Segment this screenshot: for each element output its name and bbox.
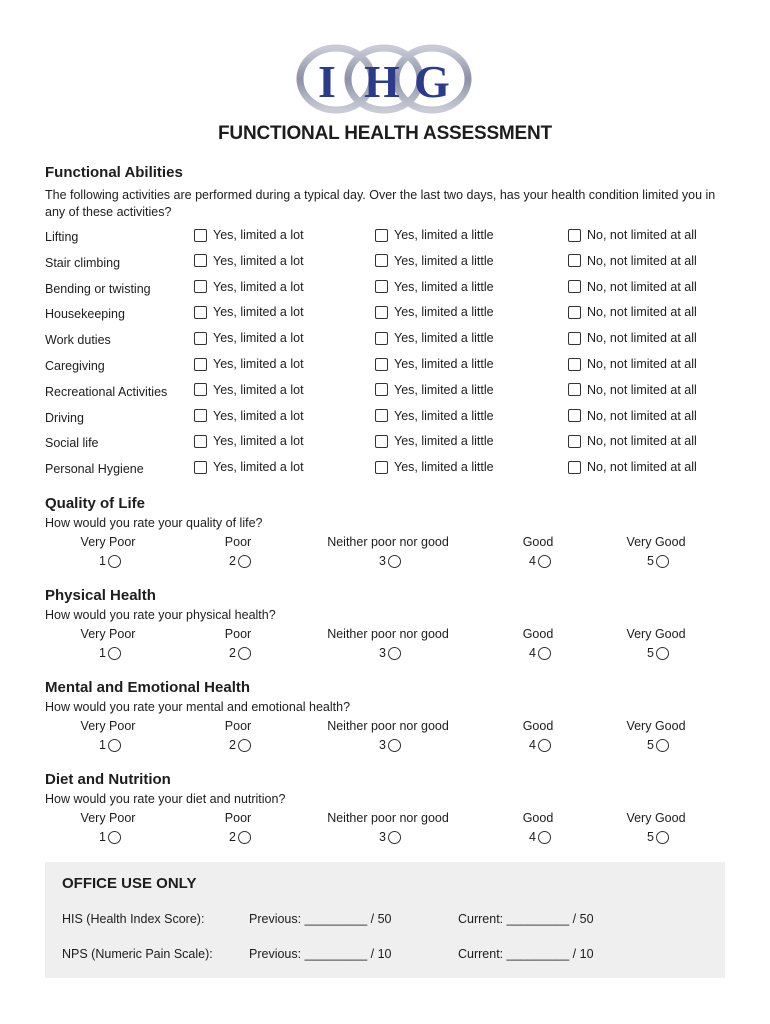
option-label: Yes, limited a little xyxy=(394,434,494,449)
rating-number: 1 xyxy=(99,830,106,844)
rating-option[interactable] xyxy=(99,738,121,752)
option-limited-a-lot[interactable] xyxy=(194,305,304,319)
option-label: Yes, limited a little xyxy=(394,331,494,346)
rating-option[interactable] xyxy=(647,738,669,752)
checkbox[interactable] xyxy=(375,461,388,474)
rating-section-heading: Mental and Emotional Health xyxy=(45,679,251,696)
checkbox[interactable] xyxy=(194,358,207,371)
rating-number: 5 xyxy=(647,738,654,752)
radio-circle[interactable] xyxy=(388,555,401,568)
rating-option[interactable] xyxy=(99,830,121,844)
option-limited-a-lot[interactable] xyxy=(194,434,304,448)
rating-option[interactable] xyxy=(379,738,401,752)
option-limited-a-little[interactable] xyxy=(375,409,494,423)
radio-circle[interactable] xyxy=(238,739,251,752)
rating-number: 2 xyxy=(229,738,236,752)
checkbox[interactable] xyxy=(194,280,207,293)
rating-number: 2 xyxy=(229,554,236,568)
option-not-limited[interactable] xyxy=(568,409,697,423)
rating-option[interactable] xyxy=(99,554,121,568)
radio-circle[interactable] xyxy=(108,831,121,844)
activity-row xyxy=(45,254,725,274)
option-label: Yes, limited a lot xyxy=(213,331,304,346)
functional-abilities-intro: The following activities are performed during a typical day. Over the last two days, has your health condition limited you in any of these activities? xyxy=(45,188,716,219)
checkbox[interactable] xyxy=(194,409,207,422)
his-label: HIS (Health Index Score): xyxy=(62,912,205,926)
activity-row xyxy=(45,280,725,300)
option-label: No, not limited at all xyxy=(587,434,697,449)
rating-number: 1 xyxy=(99,646,106,660)
his-previous-field[interactable]: Previous: _________ / 50 xyxy=(249,912,392,926)
nps-previous-field[interactable]: Previous: _________ / 10 xyxy=(249,947,392,961)
option-not-limited[interactable] xyxy=(568,305,697,319)
option-not-limited[interactable] xyxy=(568,280,697,294)
option-label: Yes, limited a lot xyxy=(213,253,304,268)
option-label: Yes, limited a lot xyxy=(213,357,304,371)
option-label: Yes, limited a lot xyxy=(213,460,304,475)
rating-number: 1 xyxy=(99,554,106,568)
rating-prompt: How would you rate your diet and nutrition? xyxy=(45,792,286,806)
option-label: Yes, limited a little xyxy=(394,460,494,475)
option-not-limited[interactable] xyxy=(568,228,697,242)
option-label: Yes, limited a little xyxy=(394,253,494,268)
nps-current-field[interactable]: Current: _________ / 10 xyxy=(458,947,594,961)
activity-row xyxy=(45,383,725,403)
option-label: No, not limited at all xyxy=(587,357,697,371)
checkbox[interactable] xyxy=(568,435,581,448)
option-not-limited[interactable] xyxy=(568,434,697,448)
rating-prompt: How would you rate your quality of life? xyxy=(45,516,263,530)
radio-circle[interactable] xyxy=(238,647,251,660)
scale-label: Poor xyxy=(224,627,252,641)
radio-circle[interactable] xyxy=(388,647,401,660)
rating-option[interactable] xyxy=(229,554,251,568)
option-not-limited[interactable] xyxy=(568,383,697,397)
checkbox[interactable] xyxy=(194,461,207,474)
rating-number: 5 xyxy=(647,646,654,660)
rating-number: 1 xyxy=(99,738,106,752)
radio-circle[interactable] xyxy=(538,831,551,844)
radio-circle[interactable] xyxy=(238,831,251,844)
rating-option[interactable] xyxy=(379,554,401,568)
rating-section-heading: Quality of Life xyxy=(45,495,146,512)
scale-label: Neither poor nor good xyxy=(327,535,449,549)
scale-label: Neither poor nor good xyxy=(327,627,449,641)
radio-circle[interactable] xyxy=(538,555,551,568)
scale-label: Very Good xyxy=(626,535,686,549)
option-label: Yes, limited a lot xyxy=(213,434,304,449)
option-label: No, not limited at all xyxy=(587,460,697,475)
checkbox[interactable] xyxy=(194,229,207,242)
option-limited-a-little[interactable] xyxy=(375,383,494,397)
option-label: Yes, limited a lot xyxy=(213,408,304,423)
office-use-panel xyxy=(45,862,725,978)
rating-option[interactable] xyxy=(529,646,551,660)
option-limited-a-little[interactable] xyxy=(375,357,494,371)
radio-circle[interactable] xyxy=(108,647,121,660)
scale-label: Very Good xyxy=(626,627,686,641)
radio-circle[interactable] xyxy=(108,555,121,568)
activity-label: Recreational Activities xyxy=(45,384,168,399)
option-not-limited[interactable] xyxy=(568,331,697,345)
rating-number: 3 xyxy=(379,738,386,752)
activity-row xyxy=(45,409,725,429)
scale-label: Poor xyxy=(224,719,252,733)
scale-label: Very Poor xyxy=(80,719,136,733)
radio-circle[interactable] xyxy=(388,831,401,844)
option-label: No, not limited at all xyxy=(587,382,697,397)
option-limited-a-little[interactable] xyxy=(375,434,494,448)
rating-option[interactable] xyxy=(229,646,251,660)
rating-option[interactable] xyxy=(529,554,551,568)
radio-circle[interactable] xyxy=(108,739,121,752)
scale-label: Very Poor xyxy=(80,811,136,825)
option-limited-a-lot[interactable] xyxy=(194,280,304,294)
rating-option[interactable] xyxy=(529,830,551,844)
scale-label: Very Good xyxy=(626,811,686,825)
radio-circle[interactable] xyxy=(538,739,551,752)
option-label: No, not limited at all xyxy=(587,408,697,423)
option-label: Yes, limited a little xyxy=(394,357,494,371)
activity-label: Work duties xyxy=(45,333,111,348)
scale-label: Poor xyxy=(224,535,252,549)
option-limited-a-lot[interactable] xyxy=(194,460,304,474)
checkbox[interactable] xyxy=(568,280,581,293)
option-label: No, not limited at all xyxy=(587,253,697,268)
checkbox[interactable] xyxy=(375,358,388,371)
page-title: FUNCTIONAL HEALTH ASSESSMENT xyxy=(218,123,552,144)
option-label: No, not limited at all xyxy=(587,305,697,320)
rating-section-heading: Diet and Nutrition xyxy=(45,771,171,788)
activity-row xyxy=(45,331,725,351)
option-label: Yes, limited a lot xyxy=(213,382,304,397)
option-label: Yes, limited a little xyxy=(394,408,494,423)
activity-label: Caregiving xyxy=(45,359,105,373)
rating-number: 2 xyxy=(229,830,236,844)
scale-label: Good xyxy=(522,811,554,825)
option-limited-a-lot[interactable] xyxy=(194,357,304,371)
checkbox[interactable] xyxy=(194,306,207,319)
checkbox[interactable] xyxy=(194,383,207,396)
option-label: Yes, limited a lot xyxy=(213,279,304,294)
rating-option[interactable] xyxy=(529,738,551,752)
option-limited-a-lot[interactable] xyxy=(194,228,304,242)
rating-section-heading: Physical Health xyxy=(45,587,156,604)
ihg-logo xyxy=(296,42,472,116)
option-not-limited[interactable] xyxy=(568,357,697,371)
option-label: Yes, limited a little xyxy=(394,382,494,397)
rating-number: 3 xyxy=(379,554,386,568)
option-label: Yes, limited a lot xyxy=(213,228,304,242)
checkbox[interactable] xyxy=(568,254,581,267)
scale-label: Good xyxy=(522,719,554,733)
office-use-title: OFFICE USE ONLY xyxy=(62,875,197,892)
rating-number: 2 xyxy=(229,646,236,660)
rating-number: 5 xyxy=(647,830,654,844)
activity-row xyxy=(45,228,725,248)
activity-row xyxy=(45,460,725,480)
activity-label: Social life xyxy=(45,436,99,451)
scale-label: Poor xyxy=(224,811,252,825)
checkbox[interactable] xyxy=(375,383,388,396)
radio-circle[interactable] xyxy=(656,555,669,568)
option-label: No, not limited at all xyxy=(587,279,697,294)
rating-number: 4 xyxy=(529,738,536,752)
activity-label: Personal Hygiene xyxy=(45,462,144,477)
checkbox[interactable] xyxy=(568,409,581,422)
logo-letter-h: H xyxy=(364,56,400,107)
logo-letter-g: G xyxy=(414,56,450,107)
radio-circle[interactable] xyxy=(656,831,669,844)
rating-number: 5 xyxy=(647,554,654,568)
radio-circle[interactable] xyxy=(656,647,669,660)
rating-number: 4 xyxy=(529,554,536,568)
option-limited-a-little[interactable] xyxy=(375,305,494,319)
activity-label: Housekeeping xyxy=(45,307,125,322)
rating-option[interactable] xyxy=(379,646,401,660)
option-limited-a-lot[interactable] xyxy=(194,254,304,268)
rating-number: 3 xyxy=(379,830,386,844)
rating-option[interactable] xyxy=(99,646,121,660)
radio-circle[interactable] xyxy=(238,555,251,568)
rating-option[interactable] xyxy=(379,830,401,844)
rating-number: 4 xyxy=(529,646,536,660)
checkbox[interactable] xyxy=(375,229,388,242)
checkbox[interactable] xyxy=(568,306,581,319)
checkbox[interactable] xyxy=(568,332,581,345)
activity-label: Lifting xyxy=(45,230,79,244)
activity-row xyxy=(45,434,725,454)
rating-number: 3 xyxy=(379,646,386,660)
checkbox[interactable] xyxy=(568,461,581,474)
scale-label: Neither poor nor good xyxy=(327,811,449,825)
rating-option[interactable] xyxy=(647,554,669,568)
scale-label: Very Poor xyxy=(80,535,136,549)
rating-number: 4 xyxy=(529,830,536,844)
option-limited-a-lot[interactable] xyxy=(194,409,304,423)
option-label: Yes, limited a little xyxy=(394,279,494,294)
checkbox[interactable] xyxy=(568,358,581,371)
checkbox[interactable] xyxy=(194,435,207,448)
ihg-logo-graphic xyxy=(296,42,472,116)
rating-prompt: How would you rate your physical health? xyxy=(45,608,276,622)
option-label: Yes, limited a little xyxy=(394,305,494,320)
option-limited-a-little[interactable] xyxy=(375,228,494,242)
checkbox[interactable] xyxy=(375,306,388,319)
checkbox[interactable] xyxy=(375,332,388,345)
functional-abilities-heading: Functional Abilities xyxy=(45,164,183,181)
activity-row xyxy=(45,305,725,325)
checkbox[interactable] xyxy=(568,383,581,396)
radio-circle[interactable] xyxy=(538,647,551,660)
checkbox[interactable] xyxy=(375,254,388,267)
scale-label: Neither poor nor good xyxy=(327,719,449,733)
activity-label: Driving xyxy=(45,410,84,425)
option-label: No, not limited at all xyxy=(587,228,697,242)
option-not-limited[interactable] xyxy=(568,254,697,268)
nps-label: NPS (Numeric Pain Scale): xyxy=(62,947,213,961)
option-limited-a-lot[interactable] xyxy=(194,331,304,345)
checkbox[interactable] xyxy=(194,332,207,345)
scale-label: Good xyxy=(522,627,554,641)
option-label: No, not limited at all xyxy=(587,331,697,346)
option-limited-a-lot[interactable] xyxy=(194,383,304,397)
checkbox[interactable] xyxy=(375,435,388,448)
checkbox[interactable] xyxy=(568,229,581,242)
option-limited-a-little[interactable] xyxy=(375,254,494,268)
logo-letter-i: I xyxy=(318,56,336,107)
rating-option[interactable] xyxy=(647,830,669,844)
activity-row xyxy=(45,357,725,377)
rating-option[interactable] xyxy=(229,738,251,752)
activity-label: Bending or twisting xyxy=(45,281,151,296)
option-limited-a-little[interactable] xyxy=(375,280,494,294)
rating-option[interactable] xyxy=(229,830,251,844)
scale-label: Very Good xyxy=(626,719,686,733)
scale-label: Good xyxy=(522,535,554,549)
checkbox[interactable] xyxy=(375,280,388,293)
rating-option[interactable] xyxy=(647,646,669,660)
option-limited-a-little[interactable] xyxy=(375,331,494,345)
checkbox[interactable] xyxy=(194,254,207,267)
his-current-field[interactable]: Current: _________ / 50 xyxy=(458,912,594,926)
option-limited-a-little[interactable] xyxy=(375,460,494,474)
option-label: Yes, limited a lot xyxy=(213,305,304,320)
radio-circle[interactable] xyxy=(656,739,669,752)
checkbox[interactable] xyxy=(375,409,388,422)
option-label: Yes, limited a little xyxy=(394,228,494,242)
activity-label: Stair climbing xyxy=(45,255,121,270)
scale-label: Very Poor xyxy=(80,627,136,641)
rating-prompt: How would you rate your mental and emotional health? xyxy=(45,700,351,714)
radio-circle[interactable] xyxy=(388,739,401,752)
option-not-limited[interactable] xyxy=(568,460,697,474)
